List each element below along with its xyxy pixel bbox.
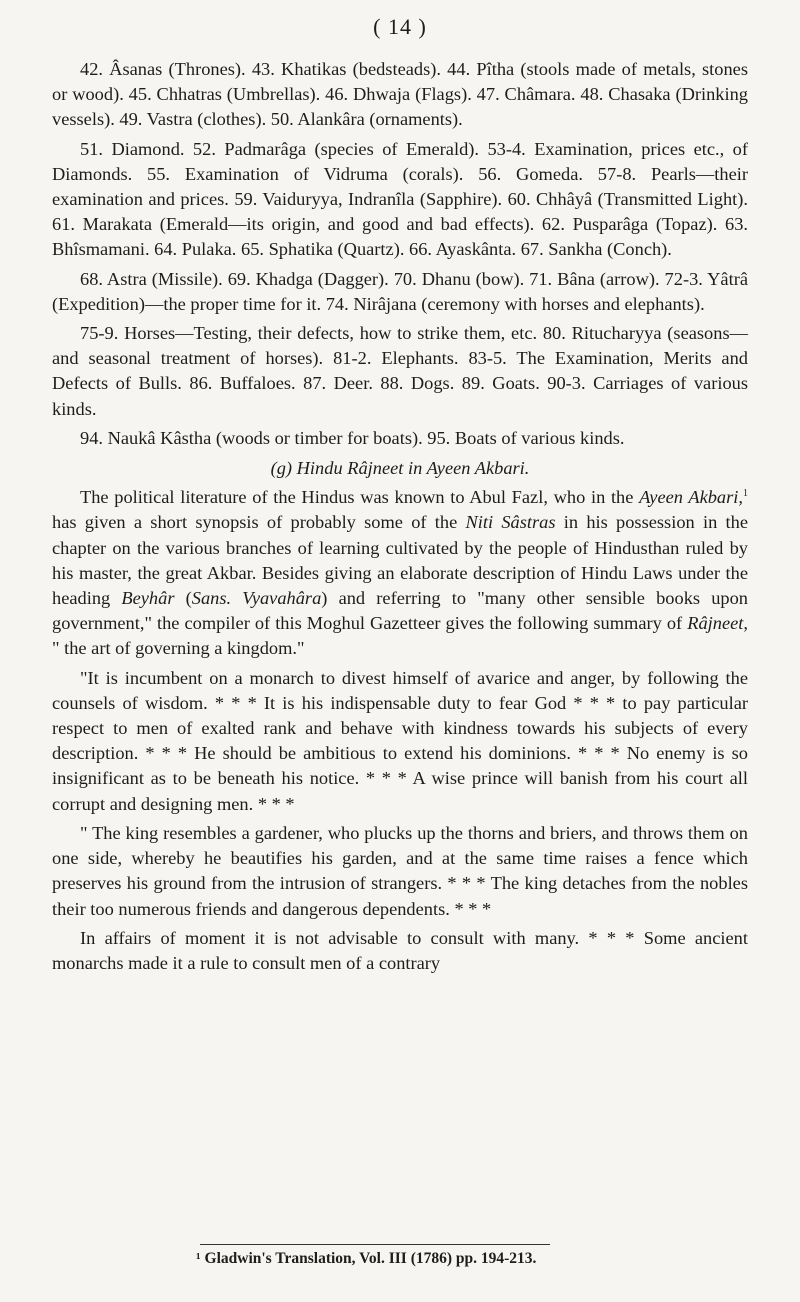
section-heading xyxy=(52,456,748,481)
quote-paragraph-3: In affairs of moment it is not advisable to consult with many. * * * Some ancient monarchs made it a rule to consult men of a contrary xyxy=(52,927,748,973)
intro-italic-beyhar: Beyhâr xyxy=(121,588,175,609)
intro-text-2: has given a short synopsis of probably some of the xyxy=(52,512,466,533)
footnote-divider xyxy=(200,1244,550,1245)
section-title: Hindu Râjneet in Ayeen Akbari. xyxy=(296,458,530,479)
intro-paragraph xyxy=(52,485,748,661)
intro-text-6: " the art of governing a kingdom." xyxy=(52,638,305,659)
intro-text-5: ) and referring to "many other sensible books upon government," the compiler of this Moghul Gazetteer gives the following summary of xyxy=(52,588,748,634)
quote-paragraph-2: " The king resembles a gardener, who plucks up the thorns and briers, and throws them on one side, whereby he beautifies his garden, and at the same time raises a fence which preserves his ground from the intrusion of strangers. * * * The king detaches from the nobles their too numerous friends and dangerous dependents. * * * xyxy=(52,822,748,919)
intro-text-4: ( xyxy=(174,588,192,609)
list-paragraph-4: 75-9. Horses—Testing, their defects, how to strike them, etc. 80. Ritucharyya (seasons—and seasonal treatment of horses). 81-2. Elephants. 83-5. The Examination, Merits and Defects of Bulls. 86. Buffaloes. 87. Deer. 88. Dogs. 89. Goats. 90-3. Carriages of various kinds. xyxy=(52,323,748,419)
footnote: ¹ Gladwin's Translation, Vol. III (1786) pp. 194-213. xyxy=(196,1250,537,1267)
list-paragraph-2: 51. Diamond. 52. Padmarâga (species of Emerald). 53-4. Examination, prices etc., of Diamonds. 55. Examination of Vidruma (corals). 56. Gomeda. 57-8. Pearls—their examination and prices. 59. Vaiduryya, Indranîla (Sapphire). 60. Chhâyâ (Transmitted Light). 61. Marakata (Emerald—its origin, and good and bad effects). 62. Pusparâga (Topaz). 63. Bhîsmamani. 64. Pulaka. 65. Sphatika (Quartz). 66. Ayaskânta. 67. Sankha (Conch). xyxy=(52,138,748,260)
body-text xyxy=(52,57,748,980)
intro-text-3: in his possession in the chapter on the various branches of learning cultivated by the people of Hindusthan ruled by his master, the great Akbar. Besides giving an elaborate description of Hindu Laws under the heading xyxy=(52,512,748,609)
section-label: (g) xyxy=(270,458,293,479)
intro-italic-vyavahara: Sans. Vyavahâra xyxy=(191,588,322,609)
intro-italic-niti-sastras: Niti Sâstras xyxy=(465,512,556,533)
page-number: ( 14 ) xyxy=(373,14,427,39)
intro-text-1: The political literature of the Hindus was known to Abul Fazl, who in the xyxy=(80,487,640,508)
list-paragraph-3: 68. Astra (Missile). 69. Khadga (Dagger). 70. Dhanu (bow). 71. Bâna (arrow). 72-3. Yâtrâ (Expedition)—the proper time for it. 74. Nirâjana (ceremony with horses and elephants). xyxy=(52,268,748,314)
intro-italic-rajneet: Râjneet, xyxy=(687,613,748,634)
list-paragraph-1: 42. Âsanas (Thrones). 43. Khatikas (bedsteads). 44. Pîtha (stools made of metals, stones or wood). 45. Chhatras (Umbrellas). 46. Dhwaja (Flags). 47. Châmara. 48. Chasaka (Drinking vessels). 49. Vastra (clothes). 50. Alankâra (ornaments). xyxy=(52,59,748,130)
list-paragraph-5: 94. Naukâ Kâstha (woods or timber for boats). 95. Boats of various kinds. xyxy=(80,427,625,448)
intro-italic-ayeen-akbari: Ayeen Akbari, xyxy=(639,487,743,508)
footnote-marker: 1 xyxy=(743,488,748,500)
quote-paragraph-1: "It is incumbent on a monarch to divest himself of avarice and anger, by following the counsels of wisdom. * * * It is his indispensable duty to fear God * * * to pay particular respect to men of exalted rank and behave with kindness towards his subjects of every description. * * * He should be ambitious to extend his dominions. * * * No enemy is so insignificant as to be beneath his notice. * * * A wise prince will banish from his court all corrupt and designing men. * * * xyxy=(52,667,748,814)
